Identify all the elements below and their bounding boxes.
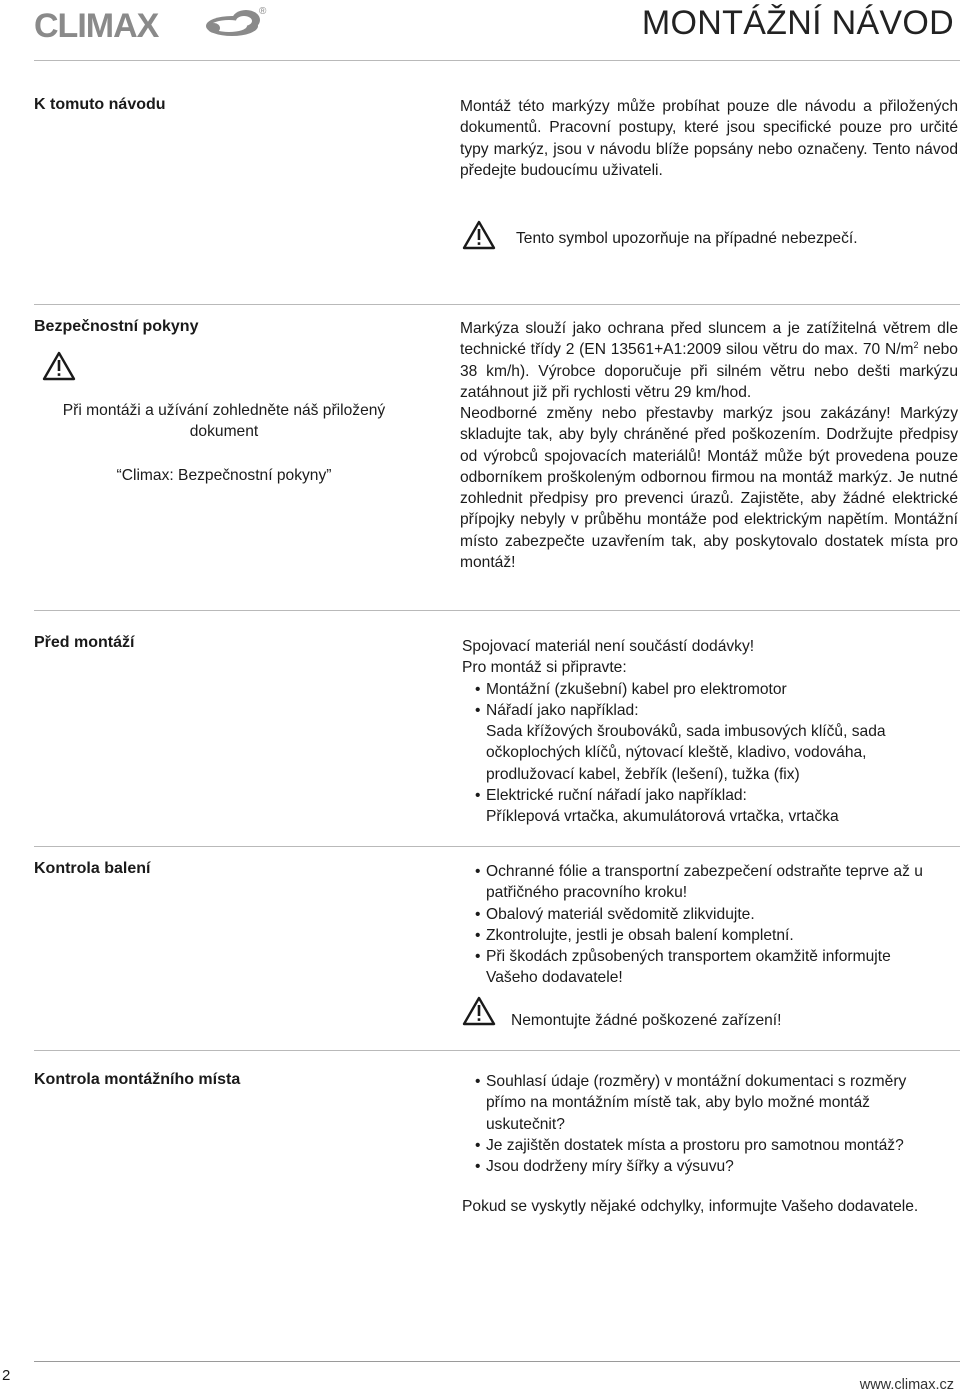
site-content <box>462 1071 960 1177</box>
section-heading-package: Kontrola balení <box>34 860 151 877</box>
list-item: • Elektrické ruční nářadí jako například: Příklepová vrtačka, akumulátorová vrtačka, vrtačka <box>462 785 960 828</box>
section-divider <box>34 846 960 847</box>
website-link[interactable]: www.climax.cz <box>859 1377 954 1393</box>
safety-warning <box>42 351 76 386</box>
cloud-sun-icon <box>206 10 260 36</box>
section-divider <box>34 1050 960 1051</box>
list-item: • Montážní (zkušební) kabel pro elektromotor <box>462 679 960 700</box>
list-item: • Souhlasí údaje (rozměry) v montážní dokumentaci s rozměry přímo na montážním místě tak, aby bylo možné montáž uskutečnit? <box>462 1071 960 1135</box>
list-item: • Nářadí jako například: Sada křížových šroubováků, sada imbusových klíčů, sada očkoplochých klíčů, nýtovací kleště, kladivo, vodováha, prodlužovací kabel, žebřík (lešení), tužka (fix) <box>462 700 960 785</box>
package-warning <box>462 996 496 1031</box>
safety-paragraph-2: Neodborné změny nebo přestavby markýz jsou zakázány! Markýzy skladujte tak, aby byly chráněné před poškozením. Dodržujte předpisy od výrobců spojovacích materiálů! Montáž může být provedena pouze odborníkem proškoleným odbornou firmou na montáž markýz. Je nutné zohlednit předpisy pro prevenci úrazů. Zajistěte, aby žádné elektrické přípojky nebyly v průběhu montáže pod elektrickým napětím. Montážní místo zabezpečte uzavřením tak, aby poskytovalo dostatek místa pro montáž! <box>460 405 958 572</box>
section-heading-before: Před montáží <box>34 634 135 651</box>
before-content <box>462 636 960 828</box>
registered-mark: ® <box>259 6 267 17</box>
footer-divider <box>34 1361 960 1362</box>
before-line-2: Pro montáž si připravte: <box>462 659 627 677</box>
safety-superscript: 2 <box>913 340 919 351</box>
section-heading-safety: Bezpečnostní pokyny <box>34 318 199 335</box>
page-number: 2 <box>2 1367 11 1384</box>
list-item: • Obalový materiál svědomitě zlikvidujte. <box>462 904 960 925</box>
safety-paragraph-1 <box>460 318 958 403</box>
page-title: MONTÁŽNÍ NÁVOD <box>641 4 954 42</box>
warning-triangle-icon <box>42 351 76 381</box>
list-item: • Je zajištěn dostatek místa a prostoru pro samotnou montáž? <box>462 1135 960 1156</box>
site-footer-text: Pokud se vyskytly nějaké odchylky, informujte Vašeho dodavatele. <box>462 1198 919 1215</box>
list-item: • Ochranné fólie a transportní zabezpečení odstraňte teprve až u patřičného pracovního kroku! <box>462 861 960 904</box>
safety-text-b: nebo 38 km/h). Výrobce doporučuje při silném větru nebo dešti markýzu zatáhnout již při rychlosti větru 29 km/hod. <box>460 341 958 401</box>
warning-triangle-icon <box>462 996 496 1026</box>
safety-left-text: Při montáži a užívání zohledněte náš přiložený dokument <box>62 402 386 441</box>
warning-triangle-icon <box>462 220 496 250</box>
logo-text: CLIMAX <box>34 7 159 44</box>
about-warning-text: Tento symbol upozorňuje na případné nebezpečí. <box>516 230 858 247</box>
list-item: • Zkontrolujte, jestli je obsah balení kompletní. <box>462 925 960 946</box>
about-warning-note <box>462 220 496 255</box>
before-line-1: Spojovací materiál není součástí dodávky! <box>462 638 755 655</box>
header-divider <box>34 60 960 61</box>
section-heading-about: K tomuto návodu <box>34 96 166 113</box>
section-heading-site: Kontrola montážního místa <box>34 1071 241 1088</box>
climax-logo-icon <box>34 4 270 44</box>
package-list <box>462 861 960 989</box>
about-paragraph: Montáž této markýzy může probíhat pouze dle návodu a přiložených dokumentů. Pracovní postupy, které jsou specifické pouze pro určité typy markýz, jsou v návodu blíže popsány nebo označeny. Tento návod předejte budoucímu uživateli. <box>460 98 958 179</box>
section-divider <box>34 304 960 305</box>
package-warning-text: Nemontujte žádné poškozené zařízení! <box>511 1012 782 1029</box>
section-divider <box>34 610 960 611</box>
site-list <box>462 1071 960 1177</box>
list-item: • Při škodách způsobených transportem okamžitě informujte Vašeho dodavatele! <box>462 946 960 989</box>
package-content <box>462 861 960 989</box>
safety-text-a: Markýza slouží jako ochrana před sluncem a je zatížitelná větrem dle technické třídy 2 (EN 13561+A1:2009 silou větru do max. 70 N/m <box>460 320 958 359</box>
list-item: • Jsou dodrženy míry šířky a výsuvu? <box>462 1156 960 1177</box>
safety-left-document: “Climax: Bezpečnostní pokyny” <box>116 467 332 484</box>
climax-logo <box>34 4 270 44</box>
before-list <box>462 679 960 828</box>
